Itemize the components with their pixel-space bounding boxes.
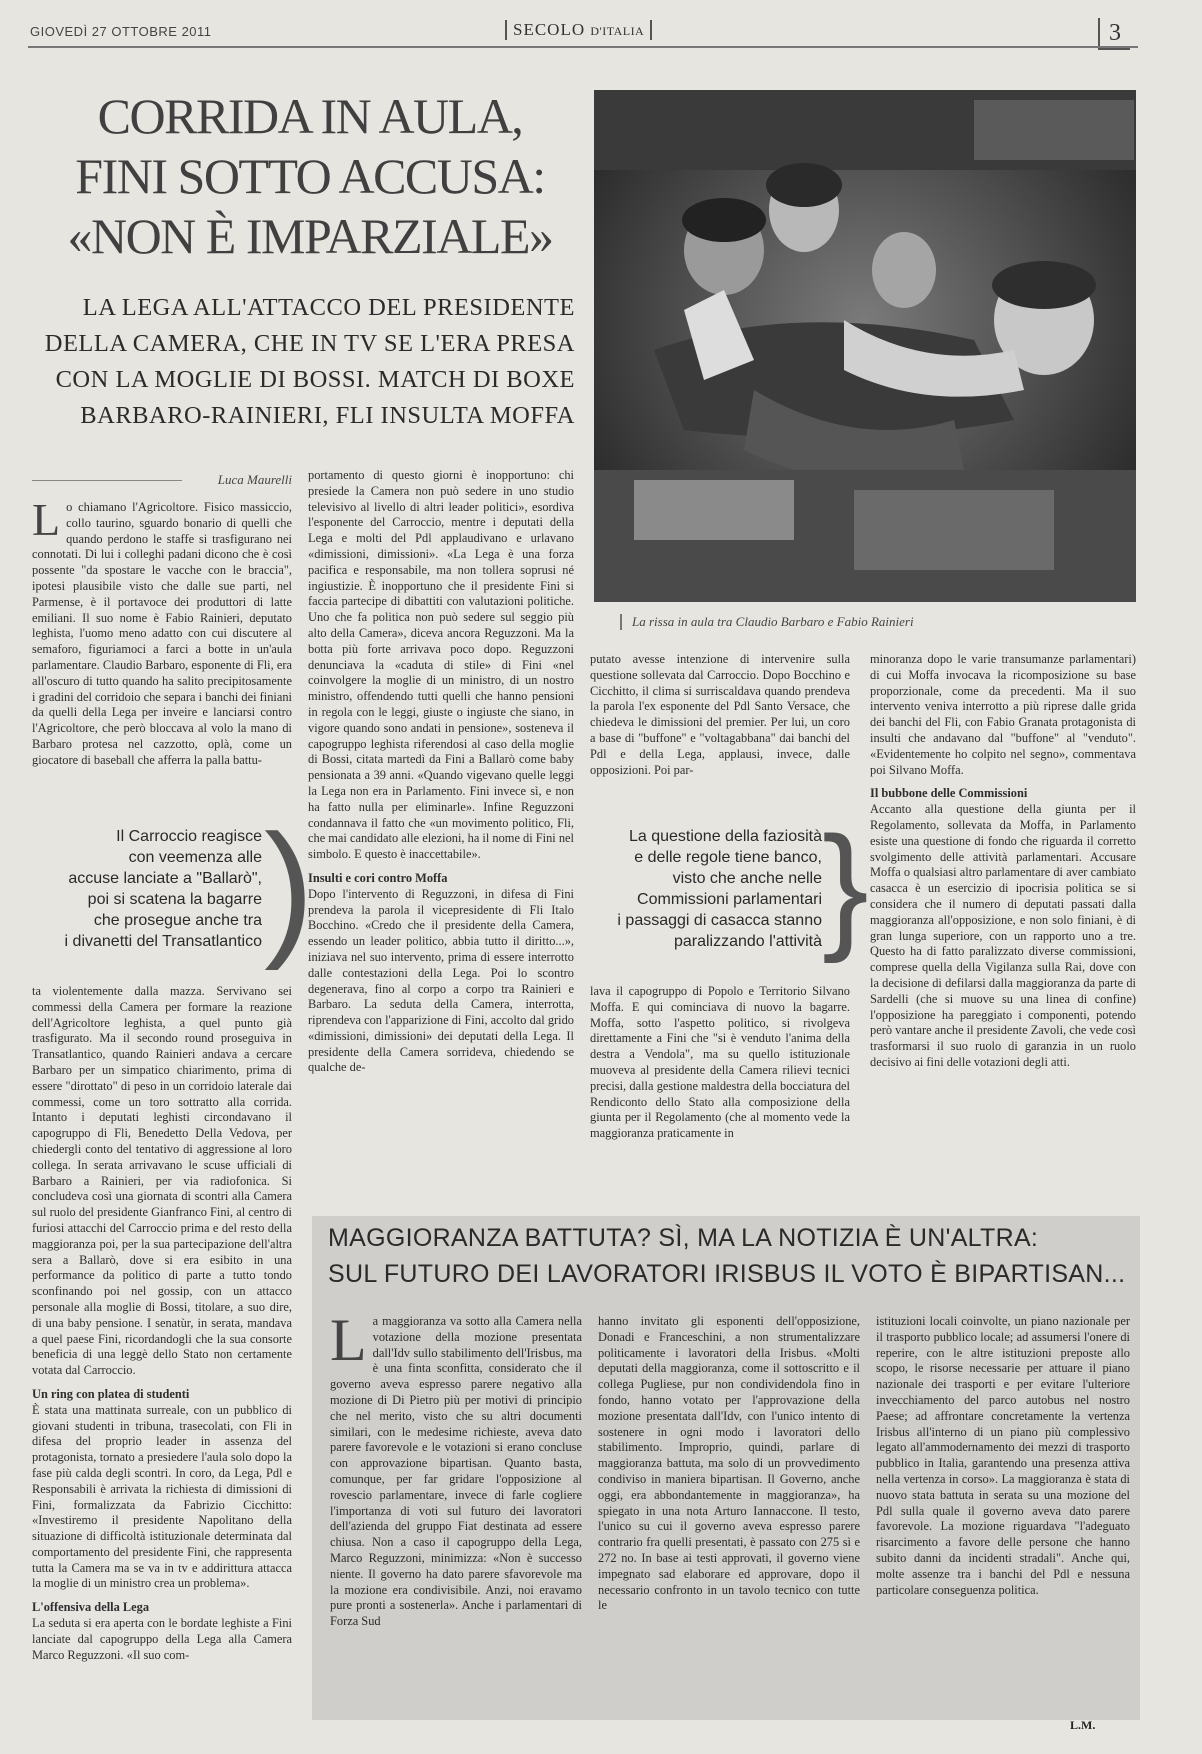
photo-caption: La rissa in aula tra Claudio Barbaro e Fabio Rainieri <box>620 614 1120 630</box>
pull-quote-line: visto che anche nelle <box>672 870 822 887</box>
headline-line: «NON È IMPARZIALE» <box>67 208 553 264</box>
article-column-2 <box>308 468 574 1144</box>
section-subheading: Insulti e cori contro Moffa <box>308 870 448 885</box>
subhead-line: CON LA MOGLIE DI BOSSI. MATCH DI BOXE <box>55 366 575 393</box>
article-subhead <box>30 290 575 434</box>
section-subheading: Un ring con platea di studenti <box>32 1386 190 1401</box>
box-signoff: L.M. <box>1070 1718 1096 1732</box>
drop-cap: L <box>32 500 61 545</box>
section-subheading: L'offensiva della Lega <box>32 1600 150 1615</box>
pull-quote-bracket: ) <box>264 803 314 971</box>
newspaper-name-main: SECOLO <box>513 20 586 39</box>
box-column-3 <box>876 1314 1130 1714</box>
box-title-line: SUL FUTURO DEI LAVORATORI IRISBUS IL VOTO È BIPARTISAN... <box>328 1260 1126 1288</box>
pull-quote-line: La questione della faziosità <box>628 828 822 845</box>
article-column-1-top <box>32 500 292 818</box>
pull-quote-line: i passaggi di casacca stanno <box>617 912 822 929</box>
column-text: minoranza dopo le varie transumanze parlamentari) di cui Moffa invocava la ricomposizione su base proporzionale, come da precedenti. Ma il suo intervento veniva interrotto a più riprese dalle grida dei banchi del Fli, con Fabio Granata protagonista di insulti che andavano dal "buffone" al "venduto". «Evidentemente ho colpito nel segno», commentava poi Silvano Moffa. <box>870 652 1136 777</box>
photo-illustration <box>594 90 1136 602</box>
box-title-line: MAGGIORANZA BATTUTA? SÌ, MA LA NOTIZIA È UN'ALTRA: <box>328 1224 1039 1252</box>
column-text: istituzioni locali coinvolte, un piano nazionale per il trasporto pubblico locale; ad assumersi l'onere di reperire, con le altre istituzioni preposte allo scopo, le risorse necessarie per attuare il piano nazionale dei trasporti e per evitare l'ulteriore invecchiamento del parco autobus nel nostro Paese; ad affrontare concretamente la vertenza Irisbus all'interno di un piano più complessivo legato all'ammodernamento dei mezzi di trasporto pubblico in Italia, garantendo una presenza attiva nella vertenza in corso». La maggioranza è stata di nuovo stata battuta in serata su una mozione del Pdl sulla quale il governo aveva dato parere favorevole. La mozione riguardava "l'adeguato risarcimento a favore delle persone che hanno subito danni da incidenti stradali". Anche qui, molte assenze tra i banchi del Pdl e nessuna particolare conseguenza politica. <box>876 1314 1130 1597</box>
article-column-4 <box>870 652 1136 1142</box>
pull-quote-line: i divanetti del Transatlantico <box>64 933 262 950</box>
article-column-3-bottom <box>590 984 850 1142</box>
column-text: Dopo l'intervento di Reguzzoni, in difesa di Fini prendeva la parola il vicepresidente di Fli Italo Bocchino. «Credo che il presidente della Camera, essendo un leader politico, abbia tutto il diritto...», iniziava nel suo intervento, prima di essere interrotto dalle contestazioni della Lega. Poi lo scontro degenerava, fino al corpo a corpo tra Rainieri e Barbaro. La seduta della Camera, interrotta, riprendeva con l'apparizione di Fini, accolto dal grido «dimissioni, dimissioni» dei deputati della Lega. Il presidente della Camera sorrideva, chiedendo se qualche de- <box>308 886 574 1075</box>
pull-quote-line: poi si scatena la bagarre <box>87 891 262 908</box>
column-text: È stata una mattinata surreale, con un pubblico di giovani studenti in tribuna, trasecolati, con Fli in difesa del proprio leader in assenza del protagonista, tornato a presiedere l'aula solo dopo la fase più calda degli scontri. In coro, da Lega, Pdl e Responsabili è arrivata la richiesta di dimissioni di Fini, formalizzata da Fabrizio Cicchitto: «Investiremo il presidente Napolitano della situazione di difficoltà istituzionale determinata dal comportamento del presidente Fini, che rappresenta tutta la Camera ma se va in tv e addirittura attacca la moglie di un ministro crea un problema». <box>32 1402 292 1591</box>
newspaper-name-suffix: D'ITALIA <box>590 24 645 38</box>
subhead-line: DELLA CAMERA, CHE IN TV SE L'ERA PRESA <box>44 330 575 357</box>
column-text: Accanto alla questione della giunta per il Regolamento, sollevata da Moffa, in Parlamento esiste una questione di fondo che riguarda il corretto svolgimento delle attività parlamentari. Accusare Moffa o qualsiasi altro parlamentare di aver cambiato casacca è un esercizio di ipocrisia politica se si considera che il numero di deputati passati dalla maggioranza all'opposizione, e non solo finiani, è di gran lunga superiore, con un rapporto uno a tre. Questo ha di fatto paralizzato diverse commissioni, comprese quella della Vigilanza sulla Rai, dove con la decisione di defilarsi dalla maggioranza da parte di Sardelli (che si muove su una linea di confine) l'opposizione ha pareggiato i componenti, potendo però vantare anche il presidente Zavoli, che vede così trasformarsi il suo ruolo di garanzia in un ruolo decisivo ai fini delle votazioni degli atti. <box>870 802 1136 1069</box>
masthead-divider <box>28 46 1138 48</box>
article-headline <box>40 86 580 266</box>
column-text: lava il capogruppo di Popolo e Territorio Silvano Moffa. E qui cominciava di nuovo la bagarre. Moffa, sotto l'aspetto politico, si rivolgeva direttamente a Fini che "si è venduto l'anima della destra a Vendola", ma su quello istituzionale muoveva al presidente della Camera rilievi tecnici precisi, dalla gestione maldestra della bocciatura del Rendiconto dello Stato alla composizione della giunta per il Regolamento (che al momento vede la maggioranza praticamente in <box>590 984 850 1141</box>
column-text: ta violentemente dalla mazza. Servivano sei commessi della Camera per formare la reazione dell'Agricoltore leghista, a quel punto già trasfigurato. Ma il secondo round proseguiva in Transatlantico, quando Rainieri andava a cercare Barbaro per un simpatico chiarimento, prima di essere "dirottato" di peso in un corridoio laterale dai commessi, come un toro sottratto alla corrida. Intanto i deputati leghisti circondavano il capogruppo di Fli, Benedetto Della Vedova, per chiedergli conto del tentativo di aggressione al loro collega. In serata arrivavano le scuse ufficiali di Barbaro a Rainieri, per via radiofonica. Si concludeva così una giornata di scontri alla Camera sul ruolo del presidente Gianfranco Fini, al centro di furiosi attacchi del Carroccio prima e del resto della maggioranza poi, per la sua partecipazione dell'altra sera a Ballarò, dove si era esibito in una performance da politico di parte a tutto tondo sconfinando poi nel gossip, con un attacco personale alla moglie di Bossi, titolare, a suo dire, di una baby pensione. I senatùr, in serata, mandava a quel paese Fini, ricordandogli che la sua consorte beneficia di una leggè dello Stato non certamente votata dal Carroccio. <box>32 984 292 1378</box>
pull-quote-left <box>40 826 262 952</box>
article-column-3-top <box>590 652 850 818</box>
sidebar-box-title <box>328 1220 1128 1292</box>
subhead-line: BARBARO-RAINIERI, FLI INSULTA MOFFA <box>80 402 575 429</box>
pull-quote-line: Il Carroccio reagisce <box>116 828 262 845</box>
column-text: putato avesse intenzione di intervenire sulla questione sollevata dal Carroccio. Dopo Bocchino e Cicchitto, il clima si surriscaldava quando prendeva la parola l'ex esponente del Pdl Santo Versace, che chiedeva le dimissioni del premier. Per lui, un coro a base di "buffone" e "voltagabbana" dai banchi del Pdl e della Lega, applausi, invece, dalle opposizioni. Poi par- <box>590 652 850 777</box>
section-subheading: Il bubbone delle Commissioni <box>870 786 1028 801</box>
column-text: hanno invitato gli esponenti dell'opposizione, Donadi e Franceschini, a non strumentalizzare politicamente i lavoratori della Irisbus. «Molti deputati della maggioranza, come il sottoscritto e il collega Pugliese, pur non condividendola fino in fondo, hanno votato per l'approvazione della mozione presentata dall'Idv, con l'unico intento di sostenere in ogni modo i lavoratori dello stabilimento. Improprio, quindi, parlare di maggioranza battuta, ma solo di un provvedimento condiviso in maniera bipartisan. Il Governo, anche oggi, era abbondantemente in maggioranza», ha spiegato in una nota Arturo Iannaccone. Il testo, l'unico su cui il governo aveva espresso parere contrario fra quelli presentati, è passato con 275 sì e 272 no. In base ai testi approvati, il governo viene impegnato sad elaborare ed approvare, dopo il necessario confronto in un tavolo tecnico con tutte le <box>598 1314 860 1613</box>
page-number: 3 <box>1098 18 1130 50</box>
pull-quote-line: paralizzando l'attività <box>673 933 822 950</box>
article-column-1-bottom <box>32 984 292 1704</box>
newspaper-name <box>505 20 652 40</box>
pull-quote-right <box>596 826 822 952</box>
box-column-2 <box>598 1314 860 1714</box>
box-column-1 <box>330 1314 582 1714</box>
issue-date: GIOVEDÌ 27 OTTOBRE 2011 <box>30 24 212 39</box>
article-byline: Luca Maurelli <box>32 472 292 488</box>
column-text: portamento di questo giorni è inopportuno: chi presiede la Camera non può sedere in uno studio televisivo al livello di altri leader politici», esordiva l'esponente del Carroccio, mentre i deputati della Lega e molti del Pdl applaudivano e urlavano «dimissioni, dimissioni». «La Lega è una forza pacifica e responsabile, ma non tollera soprusi né ingiustizie. È inopportuno che il presidente Fini si faccia partecipe di dibattiti con valutazioni politiche. Uno che fa politica non può sedere sul seggio più alto della Camera», diceva ancora Reguzzoni. Ma la botta più forte arrivava poco dopo. Reguzzoni denunciava la «caduta di stile» di Fini «nel coinvolgere la moglie di un ministro, di un nostro ministro, offendendo tutti quelli che hanno pensioni in regola con le leggi, giuste o ingiuste che siano, in vigore quando sono andati in pensione», sosteneva il capogruppo leghista riferendosi al caso della moglie di Bossi, citata martedì da Fini a Ballarò come baby pensionata a 39 anni. «Quando vigevano quelle leggi la Lega non era in Parlamento. Fini invece sì, e non ha fatto nulla per eliminarle». Infine Reguzzoni condannava il fatto che «un movimento politico, Fli, che mai candidato alle elezioni, ha il nome di Fini nel simbolo. E questo è inaccettabile». <box>308 468 574 862</box>
box-drop-cap: L <box>330 1314 367 1373</box>
headline-line: FINI SOTTO ACCUSA: <box>75 148 545 204</box>
pull-quote-line: con veemenza alle <box>128 849 262 866</box>
column-text: o chiamano l'Agricoltore. Fisico massiccio, collo taurino, sguardo bonario di quelli che quando perdono le staffe si trasfigurano nei connotati. Di lui i colleghi padani dicono che è così possente "da spostare le vacche con le braccia", ipotesi plausibile visto che dalle sue parti, nel Parmense, è il portavoce dei produttori di latte emiliani. Il suo nome è Fabio Rainieri, deputato leghista, l'uomo meno adatto con cui discutere al semaforo, figuriamoci a farci a botte in un'aula parlamentare. Claudio Barbaro, esponente di Fli, era all'oscuro di tutto quando ha salito precipitosamente i gradini del corridoio che separa i banchi dei finiani da quelli della Lega per inveire e lanciarsi contro l'Agricoltore, che però bloccava al volo la mano di Barbaro protesa nel cazzotto, oplà, come un giocatore di baseball che afferra la palla battu- <box>32 500 292 767</box>
brawl-photo <box>594 90 1136 602</box>
column-text: La seduta si era aperta con le bordate leghiste a Fini lanciate dal capogruppo della Lega alla Camera Marco Reguzzoni. «Il suo com- <box>32 1616 292 1662</box>
pull-quote-line: e delle regole tiene banco, <box>634 849 822 866</box>
column-text: a maggioranza va sotto alla Camera nella votazione della mozione presentata dall'Idv sullo stabilimento dell'Irisbus, ma è una finta sconfitta, considerato che il governo aveva espresso parere negativo alla mozione di Di Pietro più per motivi di principio che nel merito, visto che su altri documenti similari, con le medesime richieste, aveva dato parere favorevole e le votazioni si erano concluse con approvazione bipartisan. Quanto basta, comunque, per far gridare l'opposizione al rovescio parlamentare, invece di farle cogliere l'importanza di voti sul futuro dei lavoratori dell'azienda del gruppo Fiat destinata ad essere chiusa. Non a caso il capogruppo della Lega, Marco Reguzzoni, minimizza: «Non è successo niente. Il governo ha dato parere sfavorevole ma la mozione era condivisibile. Anzi, noi eravamo pure pronti a sostenerla». Anche i parlamentari di Forza Sud <box>330 1314 582 1629</box>
headline-line: CORRIDA IN AULA, <box>97 88 523 144</box>
pull-quote-line: che prosegue anche tra <box>93 912 262 929</box>
subhead-line: LA LEGA ALL'ATTACCO DEL PRESIDENTE <box>82 294 575 321</box>
pull-quote-brace: } <box>822 807 869 964</box>
pull-quote-line: accuse lanciate a "Ballarò", <box>68 870 262 887</box>
pull-quote-line: Commissioni parlamentari <box>637 891 822 908</box>
